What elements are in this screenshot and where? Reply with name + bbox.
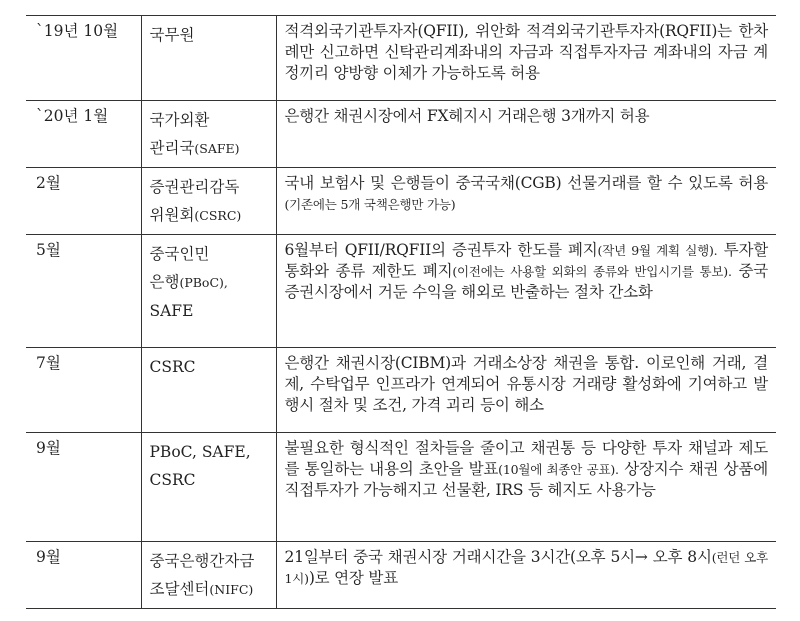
agency-abbr: (NIFC) <box>209 582 254 597</box>
content-cell: 은행간 채권시장(CIBM)과 거래소상장 채권을 통합. 이로인해 거래, 결제, 수탁업무 인프라가 연계되어 유통시장 거래량 활성화에 기여하고 발행시 절차 및 조건, 가격 괴리 등이 해소 <box>276 348 776 433</box>
date-cell: 7월 <box>26 348 141 433</box>
agency-abbr: (SAFE) <box>194 141 240 156</box>
agency-name: 중국은행간자금 <box>149 552 255 570</box>
agency-name: PBoC, SAFE, <box>149 443 251 461</box>
agency-name: 은행 <box>149 273 180 291</box>
content-text: 국내 보험사 및 은행들이 중국국채(CGB) 선물거래를 할 수 있도록 허용 <box>284 174 768 192</box>
content-note: (런던 오후 1시) <box>284 550 768 586</box>
date-cell: 9월 <box>26 542 141 609</box>
content-note: (작년 9월 계획 실행). <box>597 243 718 258</box>
content-text: )로 연장 발표 <box>308 569 398 587</box>
date-cell: `20년 1월 <box>26 101 141 168</box>
date-cell: 5월 <box>26 235 141 348</box>
agency-name: 조달센터 <box>149 580 210 598</box>
content-text: 6월부터 QFII/RQFII의 증권투자 한도를 폐지 <box>284 241 598 259</box>
agency-abbr: (PBoC), <box>179 275 228 290</box>
content-text: 불필요한 형식적인 절차들을 줄이고 채권통 등 다양한 투자 채널과 제도를 통일하는 내용의 초안을 발표 <box>284 439 768 478</box>
content-cell <box>276 168 776 235</box>
date-cell: `19년 10월 <box>26 16 141 101</box>
agency-name: 중국인민 <box>149 245 210 263</box>
content-text: 상장지수 채권 상품에 직접투자가 가능해지고 선물환, IRS 등 헤지도 사용가능 <box>284 460 768 499</box>
policy-timeline-table <box>26 15 776 609</box>
content-note: (이전에는 사용할 외화의 종류와 반입시기를 통보). <box>452 264 732 279</box>
agency-name: 관리국 <box>149 139 195 157</box>
agency-cell <box>141 16 276 101</box>
table-row <box>26 235 776 348</box>
agency-cell <box>141 101 276 168</box>
agency-cell <box>141 348 276 433</box>
table-row <box>26 348 776 433</box>
content-cell <box>276 433 776 542</box>
content-cell <box>276 235 776 348</box>
date-cell: 2월 <box>26 168 141 235</box>
agency-cell <box>141 168 276 235</box>
table-row <box>26 16 776 101</box>
content-text: 21일부터 중국 채권시장 거래시간을 3시간(오후 5시→ 오후 8시 <box>284 548 712 566</box>
agency-name: 국무원 <box>149 26 195 44</box>
content-cell: 은행간 채권시장에서 FX헤지시 거래은행 3개까지 허용 <box>276 101 776 168</box>
agency-name: 국가외환 <box>149 111 210 129</box>
agency-name: CSRC <box>149 358 196 376</box>
table-row <box>26 433 776 542</box>
content-note: (10월에 최종안 공표). <box>498 462 619 477</box>
agency-name: CSRC <box>149 471 196 489</box>
agency-name: 위원회 <box>149 206 195 224</box>
agency-abbr: (CSRC) <box>194 208 242 223</box>
table-row <box>26 542 776 609</box>
content-cell <box>276 542 776 609</box>
agency-cell <box>141 433 276 542</box>
agency-cell <box>141 235 276 348</box>
content-note: (기존에는 5개 국책은행만 가능) <box>284 197 456 212</box>
table-row <box>26 101 776 168</box>
agency-name: 증권관리감독 <box>149 178 240 196</box>
content-text: 투자할 통화와 종류 제한도 폐지 <box>284 241 769 280</box>
agency-name: SAFE <box>149 302 194 320</box>
table-row <box>26 168 776 235</box>
agency-cell <box>141 542 276 609</box>
date-cell: 9월 <box>26 433 141 542</box>
content-text: 중국 증권시장에서 거둔 수익을 해외로 반출하는 절차 간소화 <box>284 262 769 301</box>
content-cell: 적격외국기관투자자(QFII), 위안화 적격외국기관투자자(RQFII)는 한차례만 신고하면 신탁관리계좌내의 자금과 직접투자자금 계좌내의 자금 계정끼리 양방향 이체가 가능하도록 허용 <box>276 16 776 101</box>
